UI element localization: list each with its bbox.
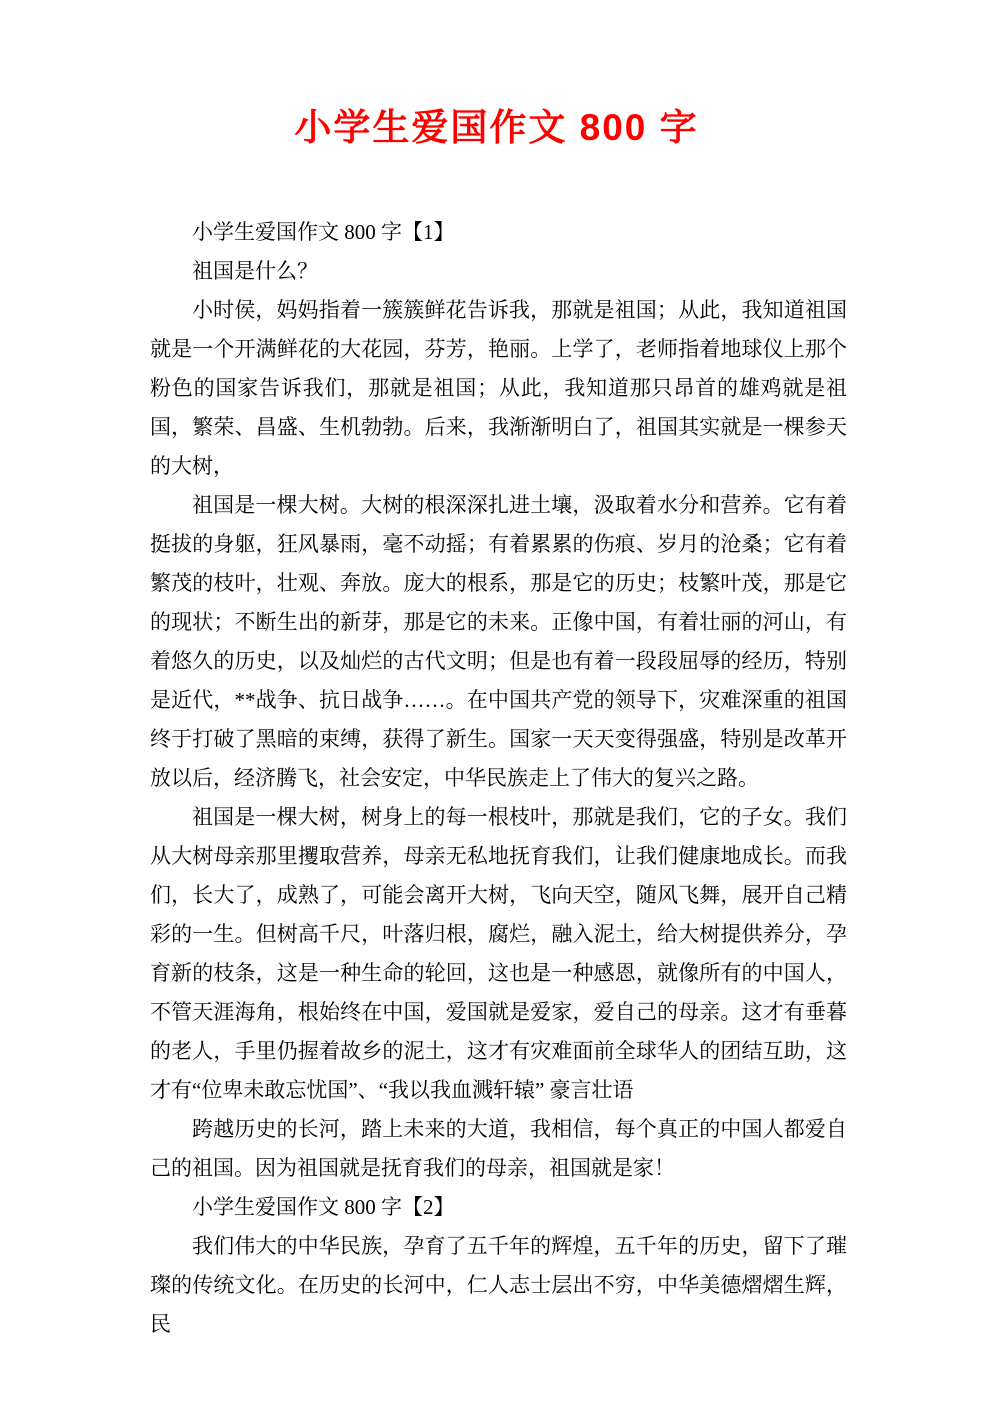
paragraph: 祖国是一棵大树，树身上的每一根枝叶，那就是我们，它的子女。我们从大树母亲那里攫取营养，母亲无私地抚育我们，让我们健康地成长。而我们，长大了，成熟了，可能会离开大树，飞向天空，随风飞舞，展开自己精彩的一生。但树高千尺，叶落归根，腐烂，融入泥土，给大树提供养分，孕育新的枝条，这是一种生命的轮回，这也是一种感恩，就像所有的中国人，不管天涯海角，根始终在中国，爱国就是爱家，爱自己的母亲。这才有垂暮的老人，手里仍握着故乡的泥土，这才有灾难面前全球华人的团结互助，这才有“位卑未敢忘忧国”、“我以我血溅轩辕” 豪言壮语 [150, 805, 847, 1102]
paragraph: 小时侯，妈妈指着一簇簇鲜花告诉我，那就是祖国；从此，我知道祖国就是一个开满鲜花的大花园，芬芳，艳丽。上学了，老师指着地球仪上那个粉色的国家告诉我们，那就是祖国；从此，我知道那只昂首的雄鸡就是祖国，繁荣、昌盛、生机勃勃。后来，我渐渐明白了，祖国其实就是一棵参天的大树， [150, 298, 847, 478]
paragraph: 我们伟大的中华民族，孕育了五千年的辉煌，五千年的历史，留下了璀璨的传统文化。在历史的长河中，仁人志士层出不穷，中华美德熠熠生辉，民 [150, 1234, 847, 1336]
paragraph: 祖国是一棵大树。大树的根深深扎进土壤，汲取着水分和营养。它有着挺拔的身躯，狂风暴雨，毫不动摇；有着累累的伤痕、岁月的沧桑；它有着繁茂的枝叶，壮观、奔放。庞大的根系，那是它的历史；枝繁叶茂，那是它的现状；不断生出的新芽，那是它的未来。正像中国，有着壮丽的河山，有着悠久的历史，以及灿烂的古代文明；但是也有着一段段屈辱的经历，特别是近代，**战争、抗日战争……。在中国共产党的领导下，灾难深重的祖国终于打破了黑暗的束缚，获得了新生。国家一天天变得强盛，特别是改革开放以后，经济腾飞，社会安定，中华民族走上了伟大的复兴之路。 [150, 493, 847, 790]
document-title: 小学生爱国作文 800 字 [294, 107, 699, 148]
paragraph: 祖国是什么？ [192, 259, 318, 283]
document-body [150, 213, 847, 1344]
paragraph: 跨越历史的长河，踏上未来的大道，我相信，每个真正的中国人都爱自己的祖国。因为祖国就是抚育我们的母亲，祖国就是家！ [150, 1117, 847, 1180]
paragraph-heading-1: 小学生爱国作文 800 字【1】 [192, 220, 455, 244]
paragraph-heading-2: 小学生爱国作文 800 字【2】 [192, 1195, 455, 1219]
